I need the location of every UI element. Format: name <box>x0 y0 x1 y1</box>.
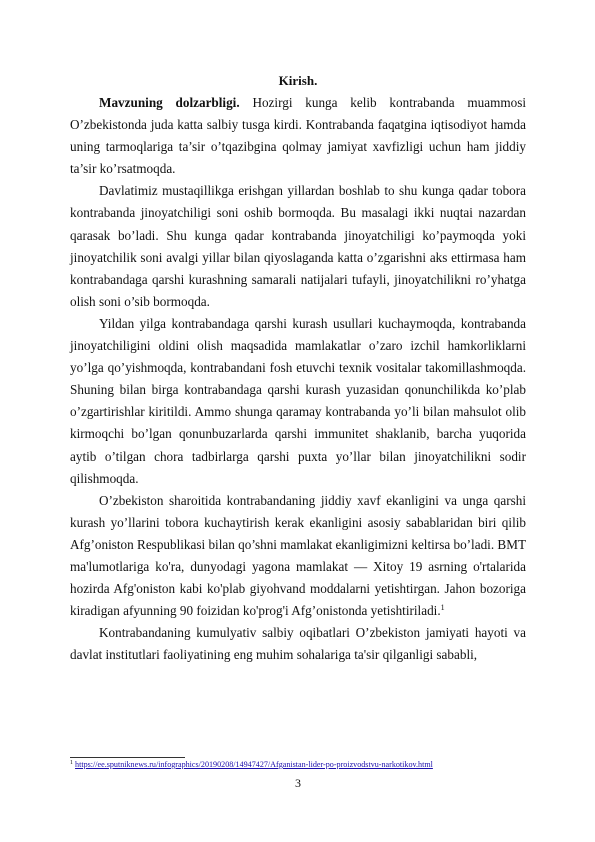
page-number: 3 <box>295 776 301 790</box>
paragraph-relevance <box>70 92 526 180</box>
paragraph-text: O’zbekiston sharoitida kontrabandaning jiddiy xavf ekanligini va unga qarshi kurash yo’llarini tobora kuchaytirish kerak ekanligini asosiy sabablaridan biri qilib Afg’oniston Respublikasi bilan qo’shni mamlakat ekanligimizni keltirsa bo’ladi. BMT ma'lumotlariga ko'ra, dunyodagi yagona mamlakat — Xitoy 19 asrning o'rtalarida hozirda Afg'oniston kabi ko'plab giyohvand moddalarni yetishtirgan. Jahon bozoriga kiradigan afyunning 90 foizidan ko'prog'i Afg’onistonda yetishtiriladi. <box>70 492 526 619</box>
paragraph-text: Hozirgi kunga kelib kontrabanda muammosi O’zbekistonda juda katta salbiy tusga kirdi. Kontrabanda faqatgina iqtisodiyot hamda uning tarmoqlariga ta’sir o’tqazibgina qolmay jamiyat xavfizligi uchun ham jiddiy ta’sir ko’rsatmoqda. <box>70 95 527 177</box>
footnote-link[interactable]: https://ee.sputniknews.ru/infographics/20190208/14947427/Afganistan-lider-po-proizvodstvu-narkotikov.html <box>75 760 433 769</box>
paragraph: Davlatimiz mustaqillikga erishgan yillardan boshlab to shu kunga qadar tobora kontrabanda jinoyatchiligi soni oshib bormoqda. Bu masalagi ikki nuqtai nazardan qarasak bo’ladi. Shu kunga qadar kontrabanda jinoyatchiligi ko’paymoqda yoki jinoyatchilik soni avalgi yillar bilan qiyoslaganda katta o’zgarishni aks ettirmasa ham kontrabandaga qarshi kurashning samarali natijalari tufayli, jinoyatchilikni ro’yhatga olish soni o’sib bormoqda. <box>70 183 526 309</box>
section-title: Kirish. <box>278 73 318 88</box>
footnote-number: 1 <box>70 760 73 766</box>
footnote-divider <box>70 757 185 758</box>
paragraph <box>70 490 526 623</box>
paragraph: Yildan yilga kontrabandaga qarshi kurash usullari kuchaymoqda, kontrabanda jinoyatchiligini oldini olish maqsadida mamlakatlar o’zaro izchil hamkorliklarni yo’lga qo’yishmoqda, kontrabandani fosh etuvchi texnik vositalar takomillashmoqda. Shuning bilan birga kontrabandaga qarshi kurash yuzasidan qonunchilikda ko’plab o’zgartirishlar kiritildi. Ammo shunga qaramay kontrabanda yo’li bilan mahsulot olib kirmoqchi bo’lgan qonunbuzarlarda qarshi immunitet shaklanib, barcha yuqorida aytib o’tilgan chora tadbirlarga qarshi puxta yo’llar bilan jinoyatchilikni sodir qilishmoqda. <box>70 315 526 486</box>
footnote-reference[interactable]: 1 <box>440 603 445 613</box>
footnote <box>70 759 540 770</box>
paragraph: Kontrabandaning kumulyativ salbiy oqibatlari O’zbekiston jamiyati hayoti va davlat institutlari faoliyatining eng muhim sohalariga ta'sir qilganligi sababli, <box>70 625 526 663</box>
paragraph-lead: Mavzuning dolzarbligi. <box>99 95 240 110</box>
document-body <box>70 92 526 666</box>
